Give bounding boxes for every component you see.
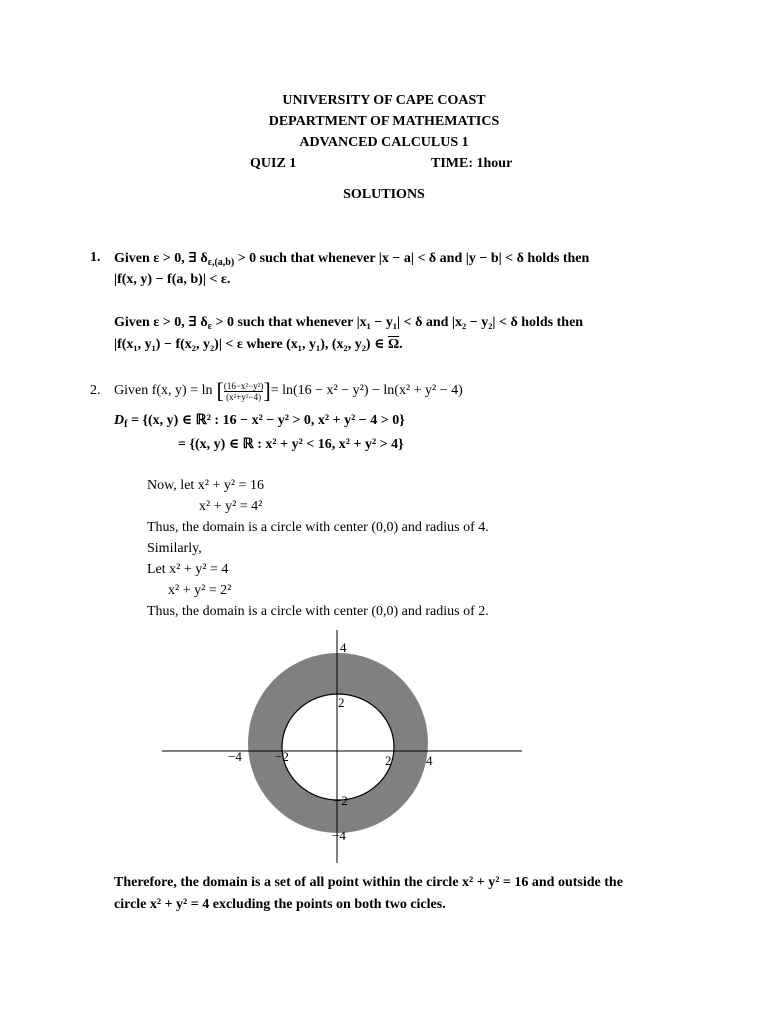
conclusion-line2: circle x² + y² = 4 excluding the points on both two cicles.	[114, 897, 446, 912]
q1-line4-a: |f(x₁, y₁) − f(x₂, y₂)| < ε where (x₁, y₁), (x₂, y₂) ∈	[114, 337, 388, 352]
q2-given	[114, 376, 463, 406]
q2-line-4sq: x² + y² = 4²	[199, 499, 263, 514]
domain-rest: = {(x, y) ∈ ℝ² : 16 − x² − y² > 0, x² + y² − 4 > 0}	[127, 413, 405, 428]
conclusion-line1: Therefore, the domain is a set of all point within the circle x² + y² = 16 and outside the	[114, 875, 623, 890]
q2-line-let: Let x² + y² = 4	[147, 562, 229, 577]
quiz-label: QUIZ 1	[250, 156, 297, 171]
domain-annulus-figure	[150, 625, 530, 870]
q2-given-a: Given f(x, y) = ln	[114, 383, 213, 398]
label-y-neg4: −4	[332, 828, 346, 843]
domain-line2: = {(x, y) ∈ ℝ : x² + y² < 16, x² + y² > 4}	[178, 437, 404, 452]
course-title: ADVANCED CALCULUS 1	[299, 135, 469, 150]
q1-line3	[114, 314, 583, 332]
q2-line-2sq: x² + y² = 2²	[168, 583, 232, 598]
q1-line4-end: .	[399, 337, 403, 352]
fraction-denominator: (x²+y²−4)	[224, 391, 264, 402]
label-x-pos2: 2	[385, 753, 392, 768]
q1-line1-a: Given ε > 0, ∃ δ	[114, 251, 208, 266]
q1-line1-sub: ε,(a,b)	[207, 257, 235, 268]
label-x-pos4: 4	[426, 753, 433, 768]
q2-number: 2.	[90, 383, 101, 398]
q1-line1-rest: > 0 such that whenever |x − a| < δ and |y − b| < δ holds then	[234, 251, 590, 266]
label-x-neg2: −2	[275, 749, 289, 764]
right-bracket: ]	[263, 378, 271, 403]
left-bracket: [	[216, 378, 224, 403]
q1-line3-sub: ε	[207, 321, 212, 332]
solutions-heading: SOLUTIONS	[343, 187, 425, 202]
time-label: TIME: 1hour	[431, 156, 513, 171]
q1-line3-rest: > 0 such that whenever |x₁ − y₁| < δ and |x₂ − y₂| < δ holds then	[211, 315, 584, 330]
fraction	[224, 381, 264, 402]
omega-closure: $\overline{\Omega}$	[387, 337, 400, 352]
university-title: UNIVERSITY OF CAPE COAST	[282, 93, 486, 108]
domain-line1	[114, 412, 405, 430]
q2-line-now: Now, let x² + y² = 16	[147, 478, 264, 493]
domain-sub: f	[124, 419, 128, 430]
label-y-top4: 4	[340, 640, 347, 655]
domain-d: D	[114, 413, 125, 428]
department-title: DEPARTMENT OF MATHEMATICS	[268, 114, 500, 129]
q2-given-b: = ln(16 − x² − y²) − ln(x² + y² − 4)	[270, 383, 463, 398]
label-y-neg2: −2	[334, 793, 348, 808]
q2-line-circle2: Thus, the domain is a circle with center (0,0) and radius of 2.	[147, 604, 489, 619]
q2-line-similarly: Similarly,	[147, 541, 202, 556]
q1-line4	[114, 336, 403, 353]
fraction-numerator: (16−x²−y²)	[223, 380, 264, 391]
q1-line3-a: Given ε > 0, ∃ δ	[114, 315, 208, 330]
q1-line1	[114, 250, 589, 268]
label-x-neg4: −4	[228, 749, 242, 764]
q1-line2: |f(x, y) − f(a, b)| < ε.	[114, 272, 231, 287]
q1-number: 1.	[90, 250, 101, 265]
q2-line-circle4: Thus, the domain is a circle with center (0,0) and radius of 4.	[147, 520, 489, 535]
label-y-top2: 2	[338, 695, 345, 710]
